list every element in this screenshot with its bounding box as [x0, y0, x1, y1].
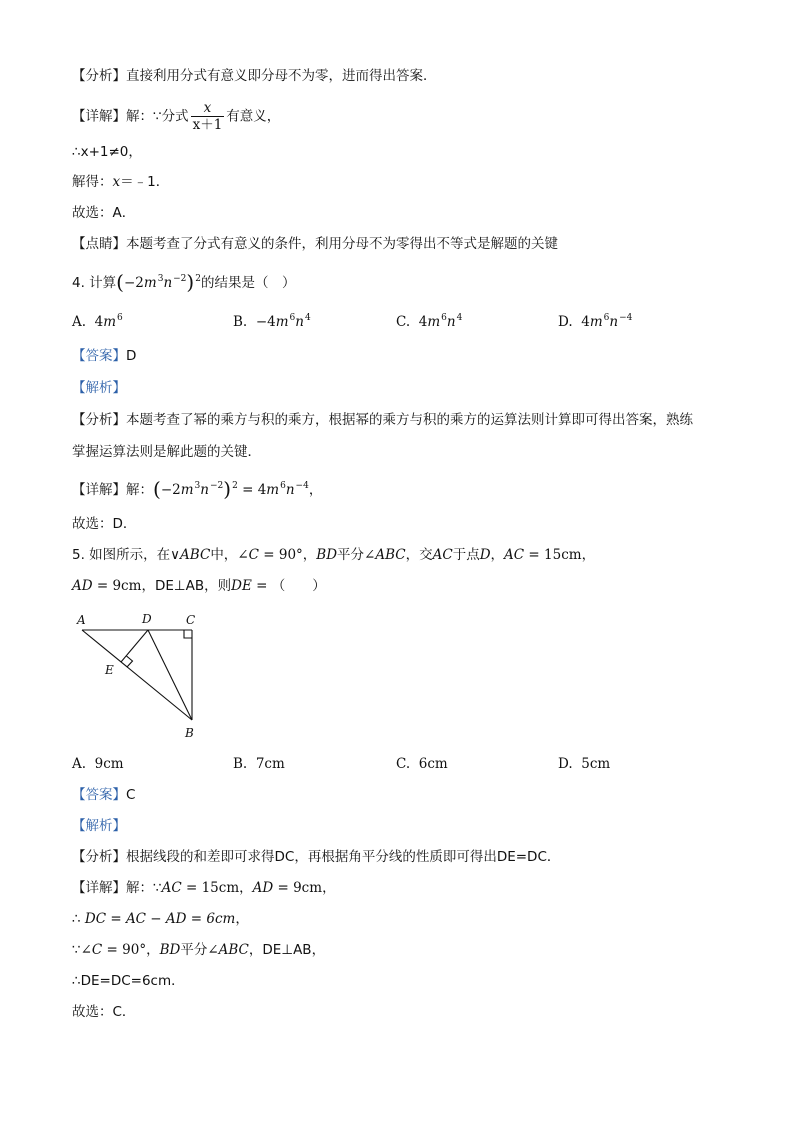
detail-line-q4: 【详解】解：$(-2m^3n^{-2})^2 = 4m^6n^{-4}$， [72, 477, 323, 501]
label-e: E [105, 663, 114, 677]
segment-de [121, 630, 148, 662]
choose-line-q5: 故选：C． [72, 1004, 136, 1020]
analysis-line-q4: 【分析】本题考查了幂的乘方与积的乘方，根据幂的乘方与积的乘方的运算法则计算即可得出答案，熟练 [72, 412, 693, 428]
step-line-q5-1: ∴ DC = AC − AD = 6cm， [72, 911, 249, 927]
step-line-q5-2: ∵∠C = 90°，BD平分∠ABC，DE⊥AB， [72, 942, 326, 958]
option-c-q5[interactable]: C. 6cm [396, 756, 448, 772]
triangle-figure [70, 605, 220, 745]
option-b[interactable]: B. $-4m^6n^4$ [233, 313, 311, 330]
option-a[interactable]: A. $4m^6$ [72, 313, 123, 330]
analysis-line-p3: 【分析】直接利用分式有意义即分母不为零，进而得出答案． [72, 68, 437, 84]
answer-line-q5: 【答案】C [72, 787, 136, 803]
solve-line: 解得：x＝﹣1． [72, 174, 170, 190]
option-b-q5[interactable]: B. 7cm [233, 756, 285, 772]
detail-tag: 【详解】 [72, 108, 126, 125]
comment-line: 【点睛】本题考查了分式有意义的条件，利用分母不为零得出不等式是解题的关键 [72, 236, 558, 252]
question-4-stem: 4. 计算$(-2m^3n^{-2})^2$的结果是（ ） [72, 270, 296, 294]
question-5-stem-cont: AD = 9cm，DE⊥AB，则DE = （ ） [72, 578, 326, 594]
step-line: ∴x+1≠0， [72, 144, 142, 160]
right-angle-mark-c [184, 630, 192, 638]
option-a-q5[interactable]: A. 9cm [72, 756, 124, 772]
segment-bd [148, 630, 192, 720]
label-d: D [142, 612, 152, 626]
comment-tag: 【点睛】 [72, 236, 126, 252]
jiexi-label-q5: 【解析】 [72, 818, 126, 834]
label-b: B [185, 726, 194, 740]
option-c[interactable]: C. $4m^6n^4$ [396, 313, 463, 330]
jiexi-label-q4: 【解析】 [72, 380, 126, 396]
choose-line-q4: 故选：D． [72, 516, 137, 532]
question-5-stem: 5. 如图所示，在∨ABC中，∠C = 90°，BD平分∠ABC，交AC于点D，AC = 15cm， [72, 547, 596, 563]
option-d[interactable]: D. $4m^6n^{-4}$ [558, 313, 633, 330]
answer-line-q4: 【答案】D [72, 348, 137, 364]
fraction: $\frac{x}{x+1}$ [192, 100, 223, 133]
detail-line-q5: 【详解】解：∵AC = 15cm，AD = 9cm， [72, 880, 336, 896]
step-line-q5-3: ∴DE=DC=6cm． [72, 973, 185, 989]
analysis-line-q5: 【分析】根据线段的和差即可求得DC，再根据角平分线的性质即可得出DE=DC． [72, 849, 561, 865]
analysis-tag: 【分析】 [72, 68, 126, 84]
detail-line-p3: 【详解】解：∵分式 $\frac{x}{x+1}$ 有意义， [72, 100, 281, 133]
analysis-line-q4-cont: 掌握运算法则是解此题的关键． [72, 444, 261, 460]
label-a: A [77, 613, 86, 627]
label-c: C [186, 613, 196, 627]
choose-line: 故选：A． [72, 205, 136, 221]
right-angle-mark-e [127, 656, 133, 667]
option-d-q5[interactable]: D. 5cm [558, 756, 611, 772]
